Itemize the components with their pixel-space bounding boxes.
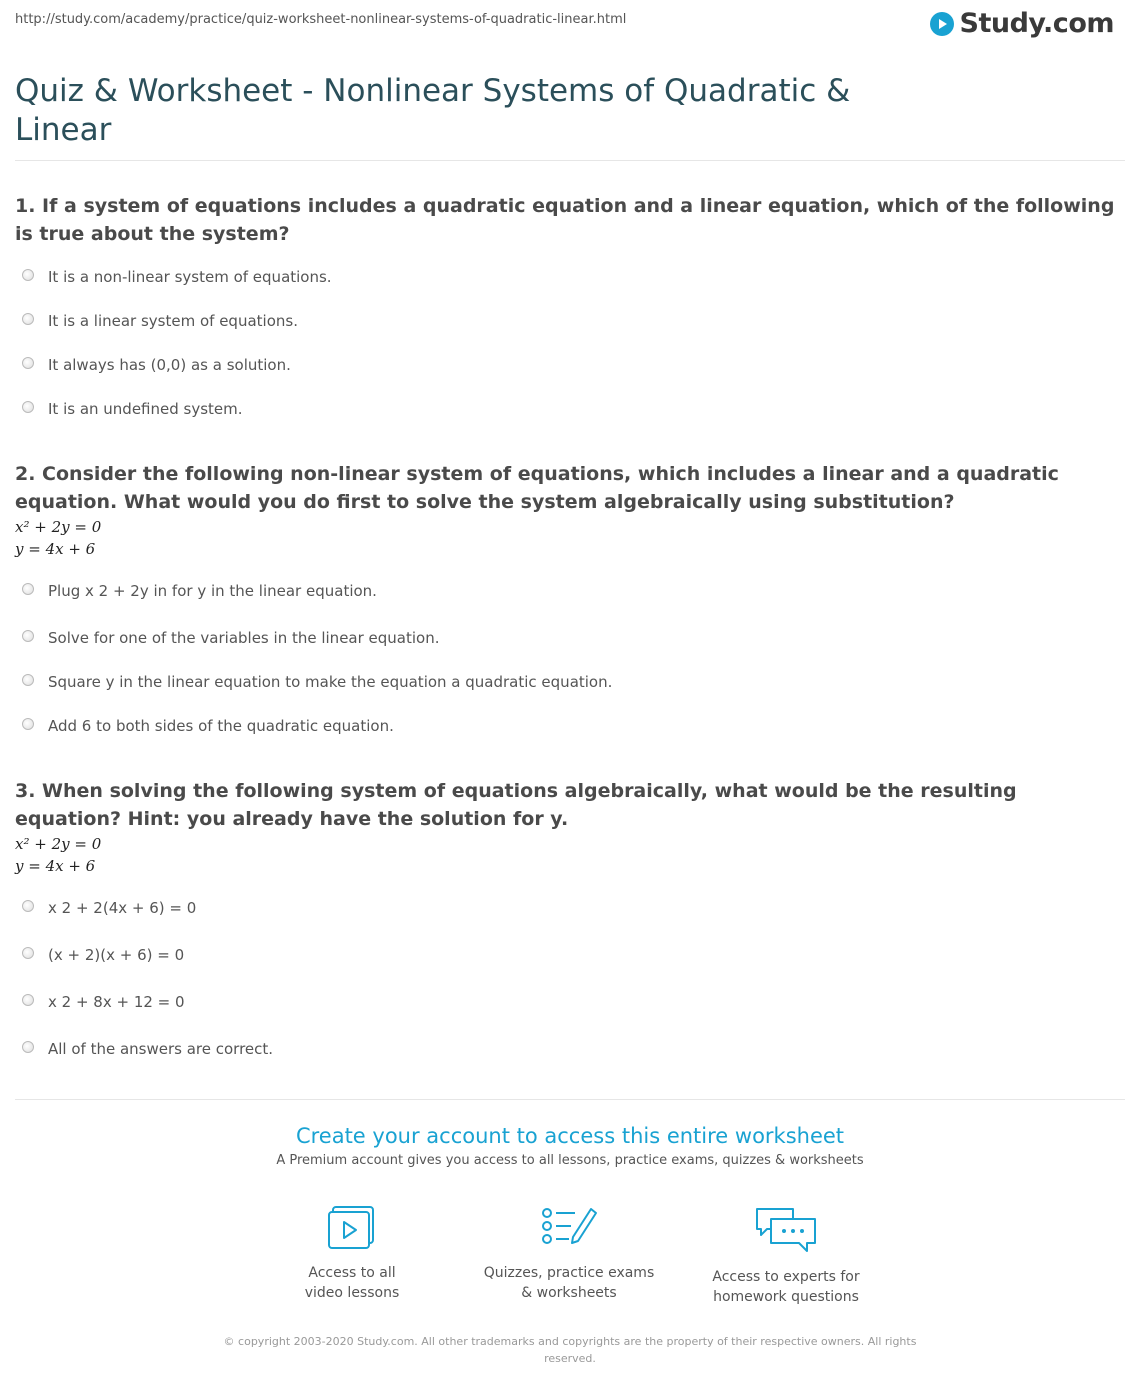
option-label: Add 6 to both sides of the quadratic equation. — [48, 717, 394, 735]
feature-quizzes — [469, 1205, 669, 1303]
option-label: Plug x 2 + 2y in for y in the linear equation. — [48, 582, 377, 600]
chat-bubbles-icon — [753, 1205, 819, 1255]
option-label: It is an undefined system. — [48, 400, 243, 418]
page-title: Quiz & Worksheet - Nonlinear Systems of Quadratic & Linear — [15, 73, 851, 148]
divider — [15, 1099, 1125, 1100]
answer-option[interactable] — [22, 356, 291, 374]
logo-text: Study.com — [959, 8, 1114, 39]
equation: y = 4x + 6 — [15, 857, 96, 875]
radio-button[interactable] — [22, 994, 34, 1006]
study-logo[interactable] — [930, 8, 1114, 39]
answer-option[interactable] — [22, 673, 612, 691]
option-label: (x + 2)(x + 6) = 0 — [48, 946, 185, 964]
question-3 — [15, 777, 1127, 877]
answer-option[interactable] — [22, 946, 184, 964]
answer-option[interactable] — [22, 312, 298, 330]
radio-button[interactable] — [22, 674, 34, 686]
equation: x² + 2y = 0 — [15, 835, 102, 853]
answer-option[interactable] — [22, 582, 377, 600]
answer-option[interactable] — [22, 993, 185, 1011]
option-label: It is a non-linear system of equations. — [48, 268, 332, 286]
radio-button[interactable] — [22, 313, 34, 325]
option-label: x 2 + 2(4x + 6) = 0 — [48, 899, 197, 917]
question-text: 3. When solving the following system of equations algebraically, what would be the resulting equation? Hint: you already have the solution for y. — [15, 780, 1017, 830]
feature-line2: & worksheets — [521, 1285, 617, 1301]
answer-option[interactable] — [22, 400, 243, 418]
radio-button[interactable] — [22, 583, 34, 595]
answer-option[interactable] — [22, 1040, 273, 1058]
question-2 — [15, 460, 1127, 560]
equation: x² + 2y = 0 — [15, 518, 102, 536]
divider — [15, 160, 1125, 161]
question-1 — [15, 192, 1127, 248]
option-label: x 2 + 8x + 12 = 0 — [48, 993, 185, 1011]
copyright-footer: © copyright 2003-2020 Study.com. All other trademarks and copyrights are the property of their respective owners. All rights reserved. — [223, 1335, 917, 1365]
cta-subtitle: A Premium account gives you access to all lessons, practice exams, quizzes & worksheets — [276, 1153, 864, 1168]
radio-button[interactable] — [22, 401, 34, 413]
radio-button[interactable] — [22, 718, 34, 730]
option-label: All of the answers are correct. — [48, 1040, 274, 1058]
feature-line1: Access to experts for — [712, 1269, 860, 1285]
feature-line2: video lessons — [304, 1285, 400, 1301]
play-logo-icon — [930, 12, 954, 36]
answer-option[interactable] — [22, 899, 196, 917]
radio-button[interactable] — [22, 269, 34, 281]
answer-option[interactable] — [22, 629, 440, 647]
option-label: It is a linear system of equations. — [48, 312, 298, 330]
option-label: Solve for one of the variables in the linear equation. — [48, 629, 440, 647]
video-lesson-icon — [325, 1205, 379, 1251]
answer-option[interactable] — [22, 717, 394, 735]
radio-button[interactable] — [22, 357, 34, 369]
option-label: It always has (0,0) as a solution. — [48, 356, 291, 374]
radio-button[interactable] — [22, 1041, 34, 1053]
radio-button[interactable] — [22, 947, 34, 959]
question-text: 2. Consider the following non-linear system of equations, which includes a linear and a quadratic equation. What would you do first to solve the system algebraically using substitution? — [15, 463, 1059, 513]
equation: y = 4x + 6 — [15, 540, 96, 558]
option-label: Square y in the linear equation to make the equation a quadratic equation. — [48, 673, 613, 691]
quiz-checklist-icon — [539, 1205, 599, 1251]
feature-line1: Quizzes, practice exams — [483, 1265, 655, 1281]
radio-button[interactable] — [22, 900, 34, 912]
feature-line1: Access to all — [308, 1265, 396, 1281]
answer-option[interactable] — [22, 268, 332, 286]
feature-line2: homework questions — [713, 1289, 859, 1305]
feature-experts — [686, 1205, 886, 1307]
feature-video-lessons — [252, 1205, 452, 1303]
question-text: 1. If a system of equations includes a quadratic equation and a linear equation, which of the following is true about the system? — [15, 195, 1115, 245]
radio-button[interactable] — [22, 630, 34, 642]
page-url: http://study.com/academy/practice/quiz-worksheet-nonlinear-systems-of-quadratic-linear.html — [15, 12, 627, 27]
cta-title-link[interactable]: Create your account to access this entire worksheet — [295, 1124, 845, 1148]
